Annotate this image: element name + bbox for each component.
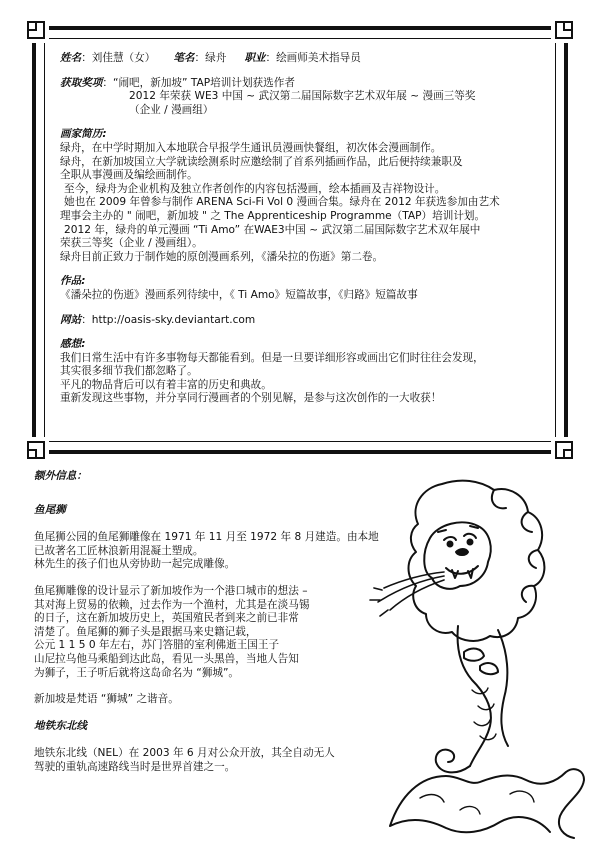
merlion-text-line: 山尼拉乌他马乘船到达此岛，看见一头黑兽，当地人告知 — [34, 652, 299, 665]
thoughts-line: 重新发现这些事物，并分享同行漫画者的个别见解，是参与这次创作的一大收获！ — [60, 392, 442, 405]
merlion-mane — [409, 481, 545, 641]
merlion-text-line: 的日子，这在新加坡历史上，英国殖民者到来之前已非常 — [34, 612, 299, 625]
bio-line: 2012 年，绿舟的单元漫画 “Ti Amo” 在WAE3中国 ~ 武汉第二届国际数字艺术双年展中 — [64, 223, 481, 236]
merlion-tail — [436, 750, 470, 773]
merlion-text-line: 公元 1 1 5 0 年左右，苏门答腊的室利佛逝王国王子 — [34, 639, 280, 652]
occupation-label: 职业 — [244, 52, 266, 64]
profile-row — [60, 52, 544, 66]
bio-line: 绿舟目前正致力于制作她的原创漫画系列，《潘朵拉的伤逝》第二卷。 — [60, 250, 384, 263]
pen-name-value: ：绿舟 — [194, 52, 227, 64]
bio-line: 荣获三等奖（企业 / 漫画组）。 — [60, 237, 203, 250]
name-field — [60, 52, 155, 66]
awards-section — [60, 77, 544, 118]
frame-corner-ornament — [551, 21, 573, 43]
merlion-text-line: 林先生的孩子们也从旁协助一起完成雕像。 — [34, 558, 236, 571]
bio-section — [60, 128, 544, 264]
mrt-text-line: 驾驶的重轨高速路线当时是世界首建之一。 — [34, 760, 236, 773]
merlion-text-line: 为狮子，王子听后就将这岛命名为 “狮城”。 — [34, 666, 240, 679]
website-label: 网站 — [60, 313, 82, 326]
awards-line: 2012 年荣获 WE3 中国 ~ 武汉第二届国际数字艺术双年展 ~ 漫画三等奖 — [129, 90, 476, 103]
pen-name-field — [173, 52, 226, 66]
bio-line: 绿舟，在中学时期加入本地联合早报学生通讯员漫画快餐组，初次体会漫画制作。 — [60, 141, 442, 154]
website-url: ：http://oasis-sky.deviantart.com — [81, 313, 256, 326]
bio-line: 她也在 2009 年曾参与制作 ARENA Sci-Fi Vol 0 漫画合集。绿舟在 2012 年获选参加由艺术 — [64, 196, 500, 209]
thoughts-section — [60, 338, 544, 406]
thoughts-line: 其实很多细节我们都忽略了。 — [60, 365, 198, 378]
occupation-value: ：绘画师美术指导员 — [265, 52, 361, 64]
merlion-text-line: 鱼尾狮雕像的设计显示了新加坡作为一个港口城市的想法 – — [34, 584, 308, 597]
merlion-illustration — [360, 476, 592, 842]
merlion-text-line: 已故著名工匠林浪新用混凝土塑成。 — [34, 544, 204, 557]
mrt-text-line: 地铁东北线（NEL）在 2003 年 6 月对公众开放，其全自动无人 — [34, 747, 335, 760]
awards-label: 获取奖项 — [60, 76, 103, 89]
bio-line: 理事会主办的 " 闹吧，新加坡 " 之 The Apprenticeship Programme（TAP）培训计划。 — [60, 209, 486, 222]
awards-line: ：“闹吧，新加坡” TAP培训计划获选作者 — [102, 76, 295, 89]
thoughts-line: 我们日常生活中有许多事物每天都能看到。但是一旦要详细形容或画出它们时往往会发现， — [60, 351, 484, 364]
merlion-text-line: 清楚了。鱼尾狮的狮子头是跟据马来史籍记载， — [34, 625, 257, 638]
frame-corner-ornament — [551, 437, 573, 459]
works-text: 《潘朵拉的伤逝》漫画系列待续中，《 Ti Amo》短篇故事，《归路》短篇故事 — [60, 288, 418, 301]
pen-name-label: 笔名 — [173, 52, 195, 64]
merlion-title: 鱼尾狮 — [34, 503, 66, 516]
extra-info-section — [34, 470, 394, 775]
wave-base — [390, 769, 584, 838]
merlion-body — [458, 626, 508, 766]
extra-info-heading: 额外信息： — [34, 470, 87, 482]
bio-line: 全职从事漫画及编绘画制作。 — [60, 169, 198, 182]
artist-profile-card — [60, 52, 544, 406]
water-jet — [370, 572, 444, 616]
name-label: 姓名 — [60, 52, 82, 64]
website-section — [60, 314, 544, 328]
merlion-text-line: 新加坡是梵语 “狮城” 之谐音。 — [34, 693, 179, 706]
bio-line: 至今，绿舟为企业机构及独立作者创作的内容包括漫画，绘本插画及吉祥物设计。 — [64, 182, 446, 195]
frame-corner-ornament — [27, 437, 49, 459]
occupation-field — [244, 52, 361, 66]
merlion-text-line: 其对海上贸易的依赖，过去作为一个渔村，尤其是在淡马锡 — [34, 598, 310, 611]
bio-label: 画家简历: — [60, 128, 107, 141]
mrt-title: 地铁东北线 — [34, 719, 87, 732]
merlion-text-line: 鱼尾狮公园的鱼尾狮雕像在 1971 年 11 月至 1972 年 8 月建造。由本地 — [34, 531, 379, 544]
thoughts-line: 平凡的物品背后可以有着丰富的历史和典故。 — [60, 378, 272, 391]
works-label: 作品: — [60, 275, 86, 288]
name-value: ：刘佳慧（女） — [81, 52, 156, 64]
bio-line: 绿舟，在新加坡国立大学就读绘测系时应邀绘制了首系列插画作品，此后便持续兼职及 — [60, 155, 463, 168]
thoughts-label: 感想: — [60, 338, 86, 351]
awards-line: （企业 / 漫画组） — [129, 103, 214, 116]
frame-corner-ornament — [27, 21, 49, 43]
works-section — [60, 275, 544, 302]
